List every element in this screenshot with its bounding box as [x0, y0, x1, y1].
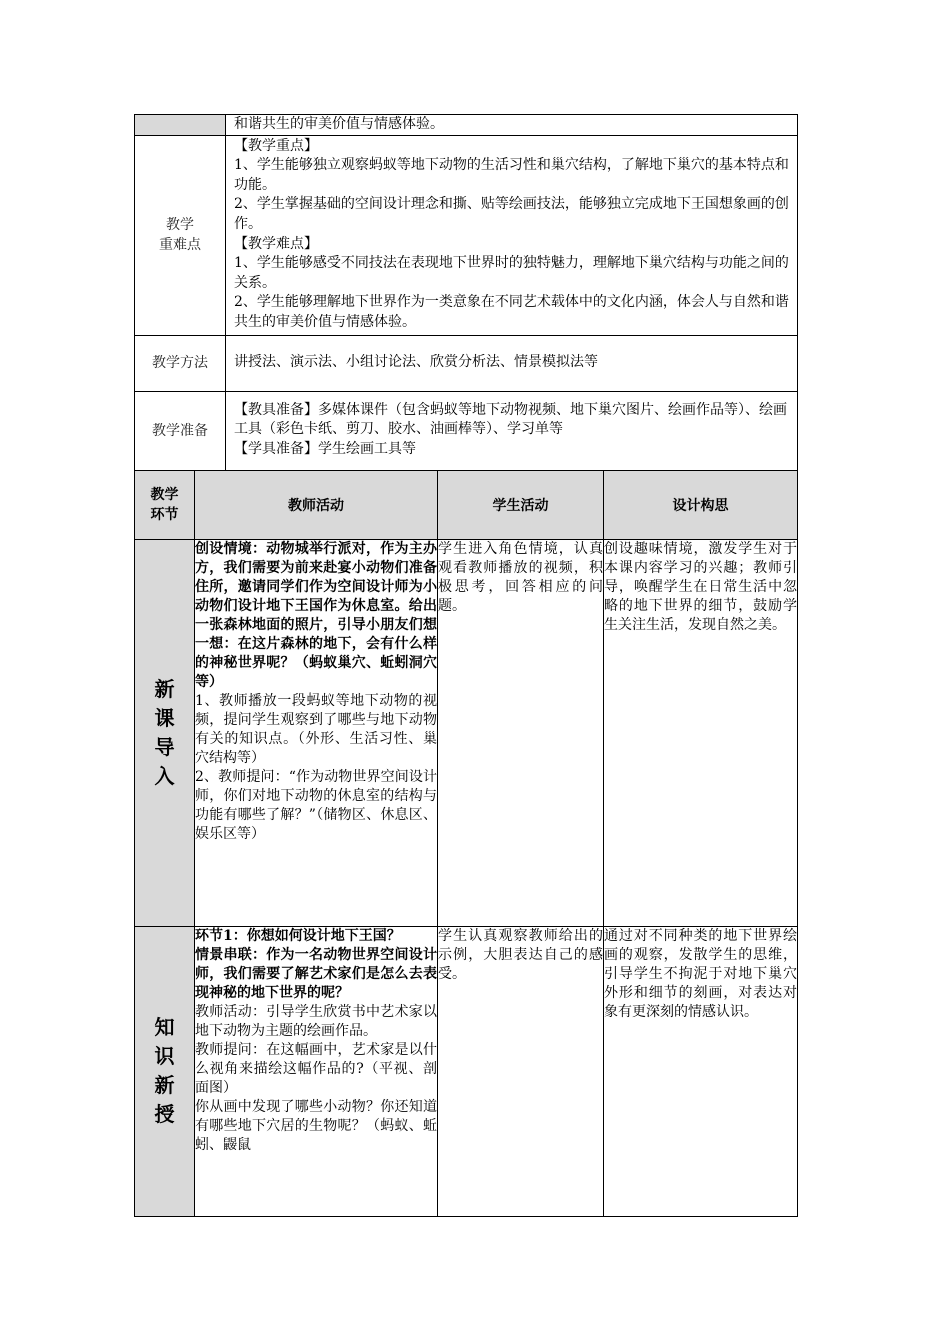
key-point-2: 2、学生掌握基础的空间设计理念和撕、贴等绘画技法，能够独立完成地下王国想象画的创作。 — [234, 196, 789, 232]
focus-row — [135, 135, 798, 335]
intro-student-activity: 学生进入角色情境，认真观看教师播放的视频，积极思考，回答相应的问题。 — [438, 539, 604, 926]
header-stage: 教学 环节 — [135, 470, 195, 539]
focus-label: 教学 重难点 — [135, 135, 226, 335]
difficult-point-1: 1、学生能够感受不同技法在表现地下世界时的独特魅力，理解地下巢穴结构与功能之间的关系。 — [234, 255, 789, 291]
student-prep: 【学具准备】学生绘画工具等 — [234, 440, 416, 457]
header-design-idea: 设计构思 — [604, 470, 798, 539]
intro-step-2: 2、教师提问：“作为动物世界空间设计师，你们对地下动物的休息室的结构与功能有哪些了解？”（储物区、休息区、娱乐区等） — [195, 768, 437, 842]
preparation-label: 教学准备 — [135, 391, 226, 470]
intro-scenario: 创设情境：动物城举行派对，作为主办方，我们需要为前来赴宴小动物们准备住所，邀请同学们作为空间设计师为小动物们设计地下王国作为休息室。给出一张森林地面的照片，引导小朋友们想一想：在这片森林的地下，会有什么样的神秘世界呢？（蚂蚁巢穴、蚯蚓洞穴等） — [195, 540, 437, 690]
lesson-plan-document — [134, 114, 797, 1217]
preparation-row — [135, 391, 798, 470]
key-point-1: 1、学生能够独立观察蚂蚁等地下动物的生活习性和巢穴结构，了解地下巢穴的基本特点和功能。 — [234, 157, 789, 193]
method-content: 讲授法、演示法、小组讨论法、欣赏分析法、情景模拟法等 — [226, 335, 798, 391]
teacher-question-2: 你从画中发现了哪些小动物？你还知道有哪些地下穴居的生物呢？（蚂蚁、蚯蚓、鼹鼠 — [195, 1098, 437, 1153]
header-student-activity: 学生活动 — [438, 470, 604, 539]
continuation-row — [135, 115, 798, 136]
teaching-process-table — [134, 470, 798, 1217]
intro-step-1: 1、教师播放一段蚂蚁等地下动物的视频，提问学生观察到了哪些与地下动物有关的知识点。（外形、生活习性、巢穴结构等） — [195, 692, 437, 766]
method-label: 教学方法 — [135, 335, 226, 391]
method-row — [135, 335, 798, 391]
new-knowledge-design-idea: 通过对不同种类的地下世界绘画的观察，发散学生的思维，引导学生不拘泥于对地下巢穴外形和细节的刻画，对表达对象有更深刻的情感认识。 — [604, 926, 798, 1216]
stage-new-knowledge: 知 识 新 授 — [135, 926, 195, 1216]
teacher-activity: 教师活动：引导学生欣赏书中艺术家以地下动物为主题的绘画作品。 — [195, 1003, 437, 1039]
new-knowledge-row — [135, 926, 798, 1216]
key-points-heading: 【教学重点】 — [234, 137, 318, 154]
preparation-content — [226, 391, 798, 470]
difficult-point-2: 2、学生能够理解地下世界作为一类意象在不同艺术载体中的文化内涵，体会人与自然和谐共生的审美价值与情感体验。 — [234, 294, 789, 330]
continuation-label-cell — [135, 115, 226, 136]
new-knowledge-teacher-activity — [195, 926, 438, 1216]
header-teacher-activity: 教师活动 — [195, 470, 438, 539]
teacher-prep: 【教具准备】多媒体课件（包含蚂蚁等地下动物视频、地下巢穴图片、绘画作品等）、绘画工具（彩色卡纸、剪刀、胶水、油画棒等）、学习单等 — [234, 401, 787, 438]
continuation-text: 和谐共生的审美价值与情感体验。 — [226, 115, 798, 136]
header-row — [135, 470, 798, 539]
scenario-link: 情景串联：作为一名动物世界空间设计师，我们需要了解艺术家们是怎么去表现神秘的地下世界的呢？ — [195, 946, 437, 1001]
difficult-points-heading: 【教学难点】 — [234, 235, 318, 252]
lesson-info-table — [134, 114, 798, 471]
intro-teacher-activity — [195, 539, 438, 926]
intro-row — [135, 539, 798, 926]
focus-content — [226, 135, 798, 335]
new-knowledge-student-activity: 学生认真观察教师给出的示例，大胆表达自己的感受。 — [438, 926, 604, 1216]
stage-intro: 新 课 导 入 — [135, 539, 195, 926]
segment-1-title: 环节1：你想如何设计地下王国？ — [195, 927, 401, 944]
intro-design-idea: 创设趣味情境，激发学生对于本课内容学习的兴趣；教师引导，唤醒学生在日常生活中忽略的地下世界的细节，鼓励学生关注生活，发现自然之美。 — [604, 539, 798, 926]
teacher-question: 教师提问：在这幅画中，艺术家是以什么视角来描绘这幅作品的?（平视、剖面图） — [195, 1041, 437, 1096]
